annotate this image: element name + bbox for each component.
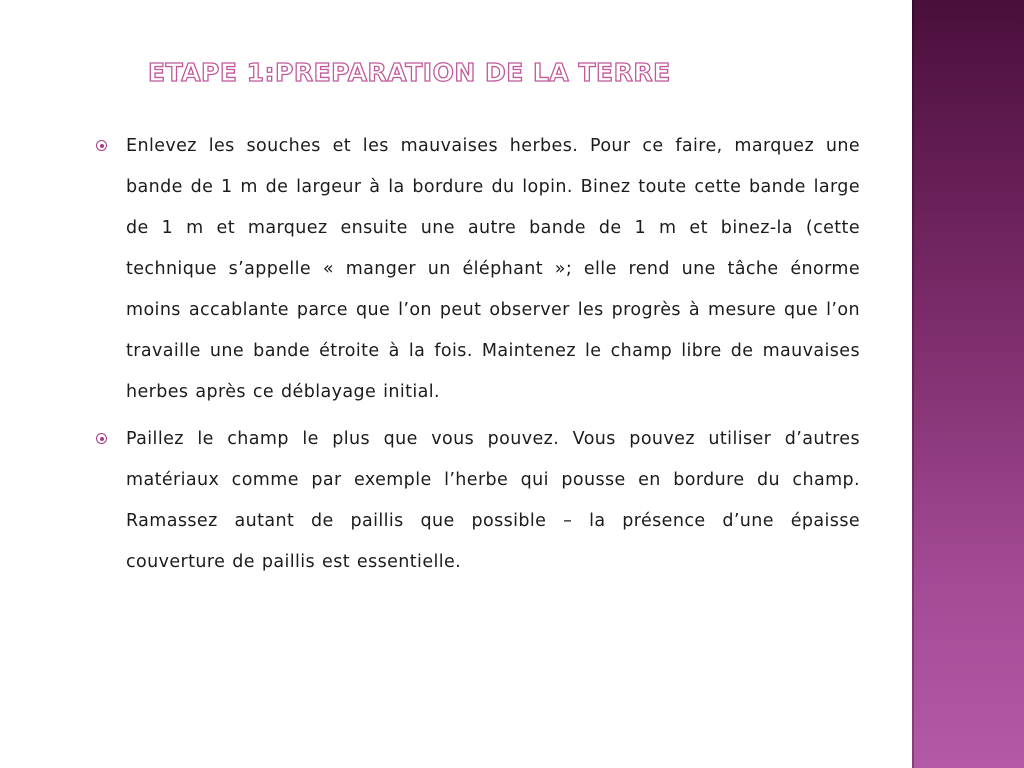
bullet-item-2: [96, 419, 860, 583]
bullet-text-1: Enlevez les souches et les mauvaises herbes. Pour ce faire, marquez une bande de 1 m de largeur à la bordure du lopin. Binez toute cette bande large de 1 m et marquez ensuite une autre bande de 1 m et binez-la (cette technique s’appelle « manger un éléphant »; elle rend une tâche énorme moins accablante parce que l’on peut observer les progrès à mesure que l’on travaille une bande étroite à la fois. Maintenez le champ libre de mauvaises herbes après ce déblayage initial.: [126, 136, 860, 402]
bullet-list: [96, 126, 860, 589]
bullet-item-1: [96, 126, 860, 413]
circled-dot-bullet-icon: [96, 433, 107, 444]
slide-title: ETAPE 1:PREPARATION DE LA TERRE: [148, 58, 671, 87]
bullet-text-2: Paillez le champ le plus que vous pouvez. Vous pouvez utiliser d’autres matériaux comme par exemple l’herbe qui pousse en bordure du champ. Ramassez autant de paillis que possible – la présence d’une épaisse couverture de paillis est essentielle.: [126, 429, 860, 572]
circled-dot-bullet-icon: [96, 140, 107, 151]
decorative-side-band: [912, 0, 1024, 768]
